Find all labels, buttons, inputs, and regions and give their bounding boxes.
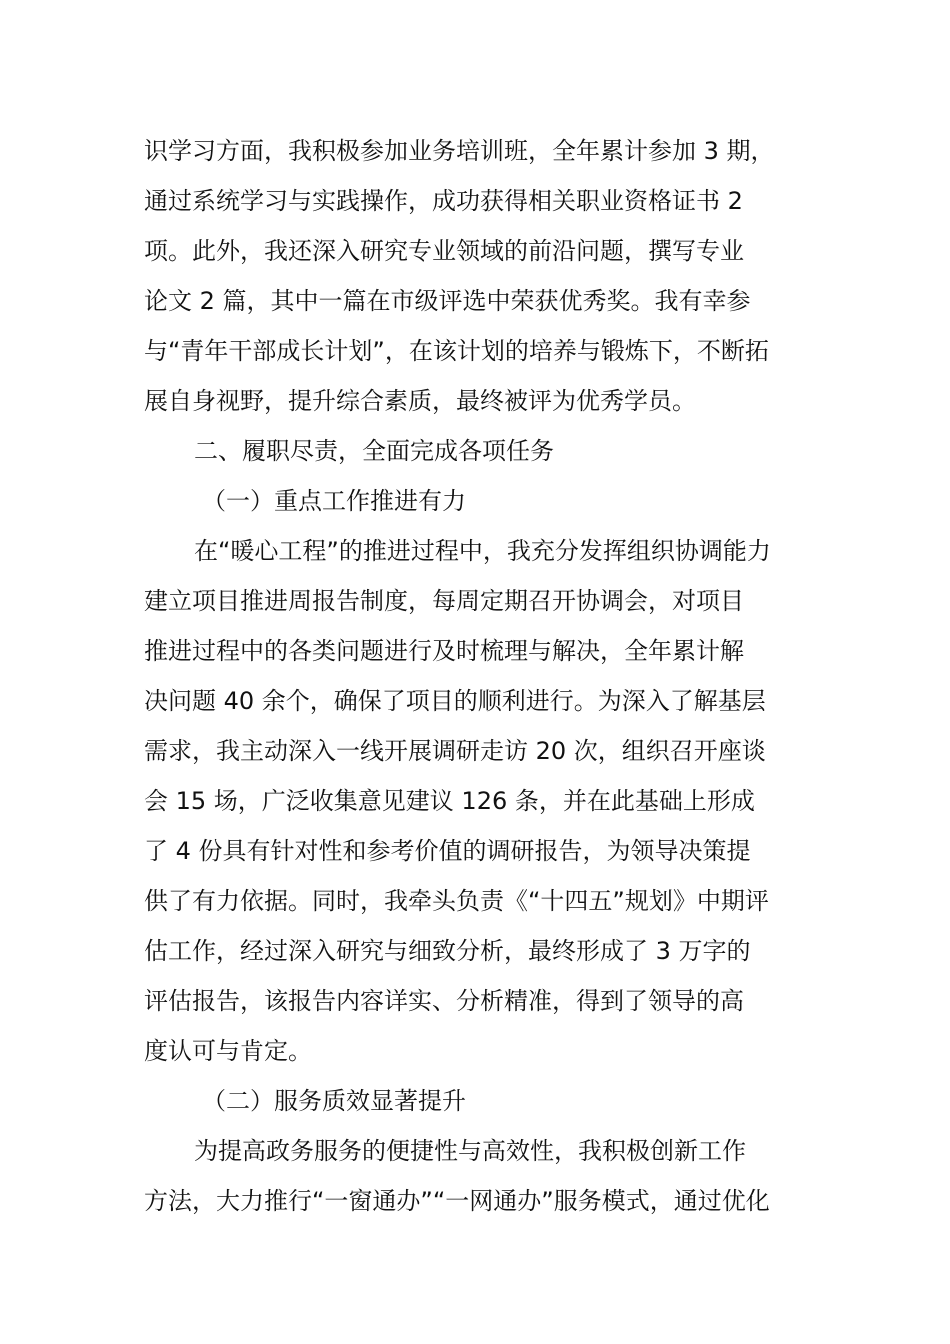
text-line: 识学习方面，我积极参加业务培训班，全年累计参加 3 期， (144, 137, 775, 165)
text-line: 估工作，经过深入研究与细致分析，最终形成了 3 万字的 (144, 937, 751, 965)
text-line: 评估报告，该报告内容详实、分析精准，得到了领导的高 (144, 987, 744, 1015)
document-body (144, 126, 844, 1226)
text-line: 决问题 40 余个，确保了项目的顺利进行。为深入了解基层 (144, 687, 766, 715)
text-line: 与“青年干部成长计划”，在该计划的培养与锻炼下，不断拓 (144, 337, 769, 365)
paragraph-first-line: 为提高政务服务的便捷性与高效性，我积极创新工作 (194, 1137, 746, 1165)
subsection-heading: （二）服务质效显著提升 (202, 1087, 466, 1115)
text-line: 需求，我主动深入一线开展调研走访 20 次，组织召开座谈 (144, 737, 766, 765)
text-line: 论文 2 篇，其中一篇在市级评选中荣获优秀奖。我有幸参 (144, 287, 751, 315)
section-heading: 二、履职尽责，全面完成各项任务 (194, 437, 554, 465)
text-line: 建立项目推进周报告制度，每周定期召开协调会，对项目 (144, 587, 744, 615)
text-line: 方法，大力推行“一窗通办”“一网通办”服务模式，通过优化 (144, 1187, 770, 1215)
text-line: 展自身视野，提升综合素质，最终被评为优秀学员。 (144, 387, 696, 415)
text-line: 了 4 份具有针对性和参考价值的调研报告，为领导决策提 (144, 837, 751, 865)
text-line: 推进过程中的各类问题进行及时梳理与解决，全年累计解 (144, 637, 744, 665)
text-line: 通过系统学习与实践操作，成功获得相关职业资格证书 2 (144, 187, 743, 215)
text-line: 度认可与肯定。 (144, 1037, 312, 1065)
text-line: 供了有力依据。同时，我牵头负责《“十四五”规划》中期评 (144, 887, 769, 915)
subsection-heading: （一）重点工作推进有力 (202, 487, 466, 515)
text-line: 会 15 场，广泛收集意见建议 126 条，并在此基础上形成 (144, 787, 755, 815)
paragraph-first-line: 在“暖心工程”的推进过程中，我充分发挥组织协调能力 (194, 537, 771, 565)
text-line: 项。此外，我还深入研究专业领域的前沿问题，撰写专业 (144, 237, 744, 265)
